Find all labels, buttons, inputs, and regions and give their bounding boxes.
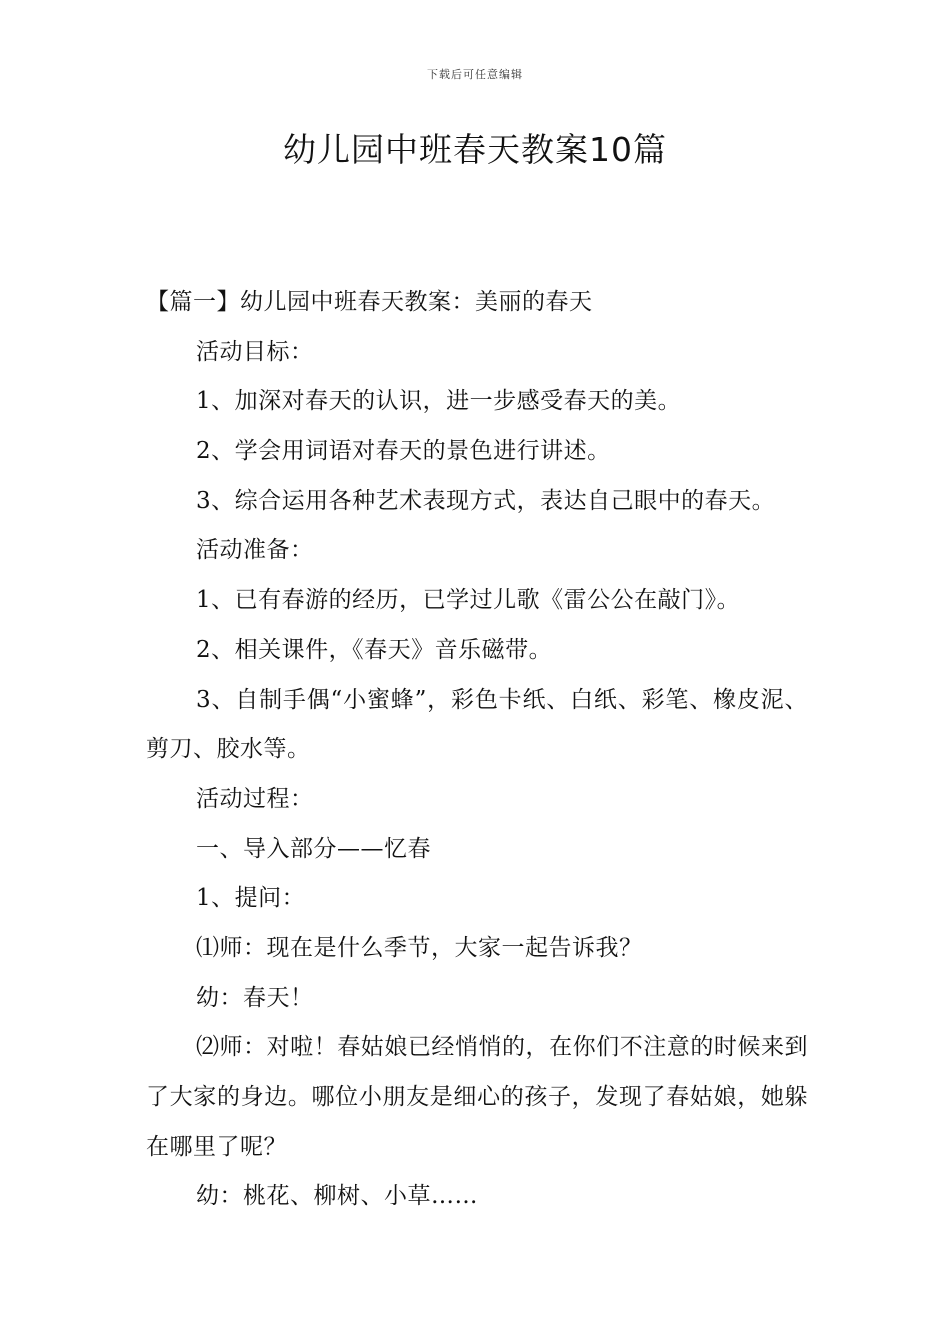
prep-item-2: 2、相关课件，《春天》音乐磁带。 bbox=[196, 636, 553, 663]
question-label: 1、提问： bbox=[196, 885, 306, 912]
goals-label: 活动目标： bbox=[196, 338, 314, 365]
part-1-heading: 一、导入部分——忆春 bbox=[196, 835, 431, 862]
teacher-line-1: ⑴师：现在是什么季节，大家一起告诉我？ bbox=[196, 934, 643, 961]
process-label: 活动过程： bbox=[196, 785, 314, 812]
child-line-2: 幼：桃花、柳树、小草…… bbox=[196, 1183, 478, 1210]
prep-label: 活动准备： bbox=[196, 537, 314, 564]
goal-item-3: 3、综合运用各种艺术表现方式，表达自己眼中的春天。 bbox=[196, 487, 776, 514]
header-note: 下载后可任意编辑 bbox=[427, 68, 523, 81]
document-title: 幼儿园中班春天教案10篇 bbox=[283, 130, 667, 169]
prep-item-1: 1、已有春游的经历，已学过儿歌《雷公公在敲门》。 bbox=[196, 587, 741, 614]
document-body bbox=[146, 278, 808, 1222]
section-heading: 【篇一】幼儿园中班春天教案：美丽的春天 bbox=[146, 289, 593, 315]
teacher-line-2: ⑵师：对啦！春姑娘已经悄悄的，在你们不注意的时候来到了大家的身边。哪位小朋友是细心的孩子，发现了春姑娘，她躲在哪里了呢？ bbox=[146, 1034, 808, 1160]
goal-item-2: 2、学会用词语对春天的景色进行讲述。 bbox=[196, 438, 611, 465]
child-line-1: 幼：春天！ bbox=[196, 984, 314, 1011]
goal-item-1: 1、加深对春天的认识，进一步感受春天的美。 bbox=[196, 388, 682, 415]
prep-item-3: 3、自制手偶“小蜜蜂”，彩色卡纸、白纸、彩笔、橡皮泥、剪刀、胶水等。 bbox=[146, 686, 808, 763]
